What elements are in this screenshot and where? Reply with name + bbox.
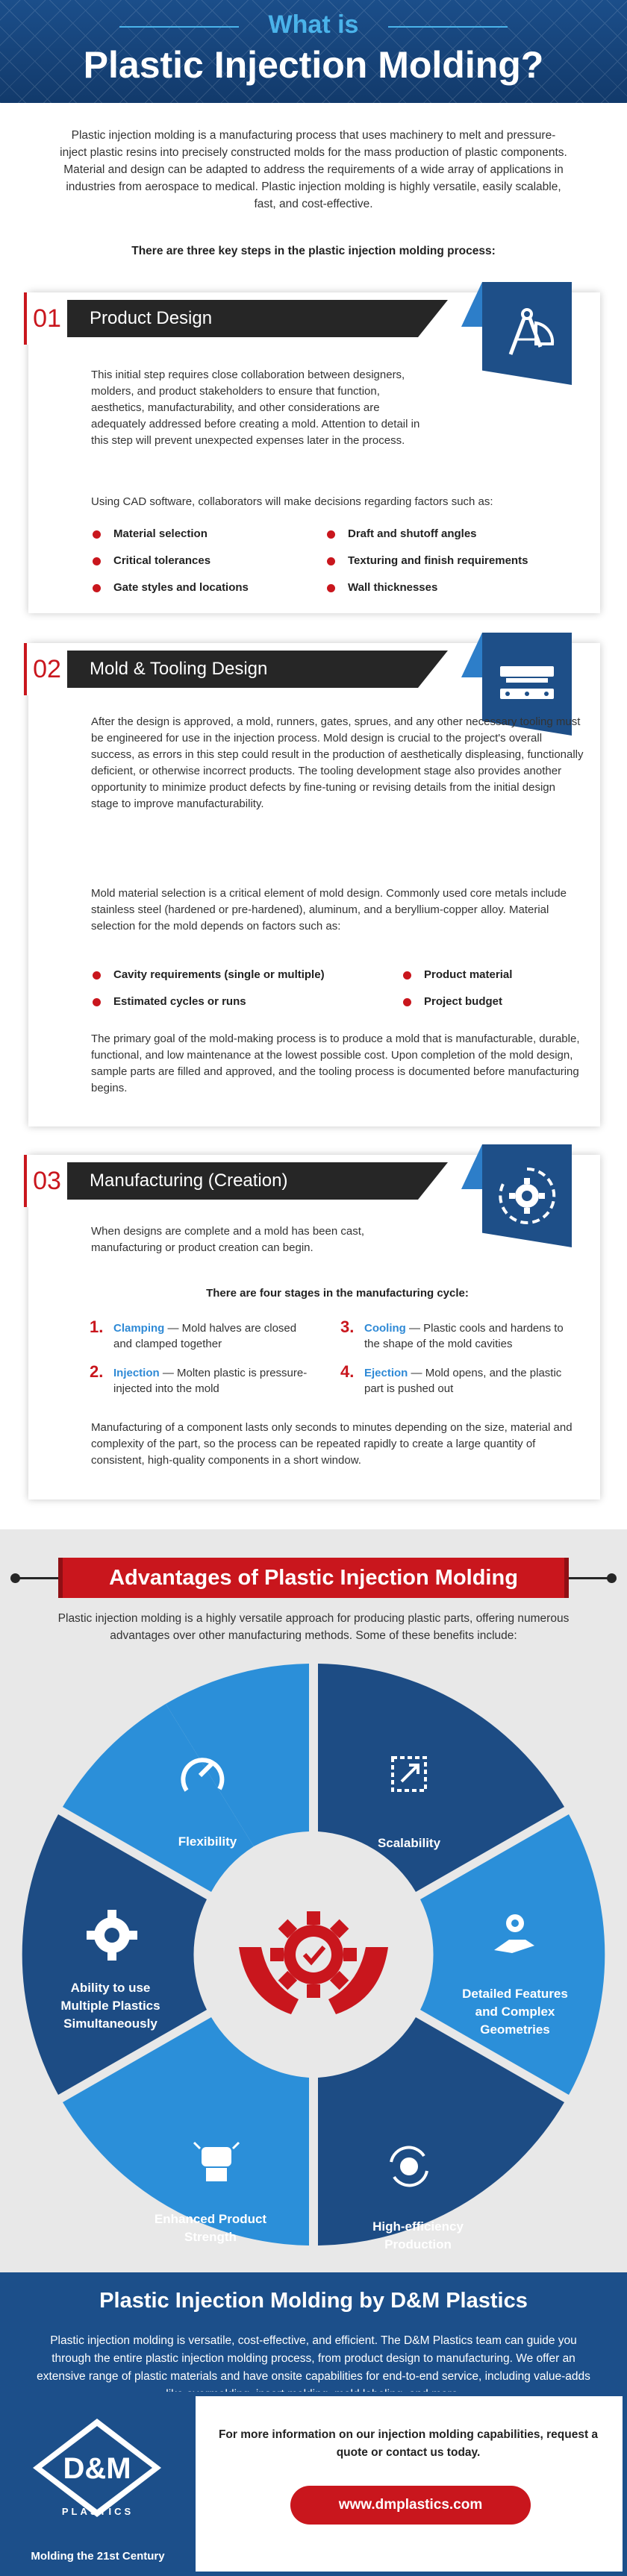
dm-title: Plastic Injection Molding by D&M Plastics — [99, 2289, 528, 2313]
advantages-intro: Plastic injection molding is a highly versatile approach for producing plastic parts, offering numerous advantages over other manufacturing methods. Some of these benefits include: — [57, 1612, 570, 1642]
step-paragraph: Using CAD software, collaborators will make decisions regarding factors such as: — [91, 495, 493, 508]
stage-number: 1. — [90, 1317, 104, 1336]
step-number: 01 — [24, 292, 67, 345]
list-item: Project budget — [402, 994, 581, 1021]
list-item: Draft and shutoff angles — [325, 527, 579, 554]
hands-gear-icon — [239, 1911, 388, 2014]
icon-accent — [461, 1144, 482, 1189]
stage-desc: — Plastic cools and hardens to the shape of the mold cavities — [364, 1322, 564, 1350]
stage-number: 4. — [340, 1362, 355, 1381]
step-paragraph: Mold material selection is a critical element of mold design. Commonly used core metals include stainless steel (hardened or pre-hardened), aluminum, and a beryllium-copper alloy. Material selection for the mold depends on factors such as: — [91, 887, 567, 933]
step-paragraph: The primary goal of the mold-making process is to produce a mold that is manufacturable, durable, functional, and low maintenance at the lowest possible cost. Upon completion of the mold design, sample parts are filled and approved, and the tooling process is documented before manufacturing begins. — [91, 1032, 580, 1094]
stage-keyword: Clamping — [113, 1322, 165, 1335]
stage-desc: — Mold opens, and the plastic part is pushed out — [364, 1367, 562, 1395]
list-item: Product material — [402, 968, 581, 994]
header-banner — [0, 0, 627, 103]
step-title: Product Design — [67, 300, 418, 337]
advantages-wheel — [0, 1641, 627, 2268]
step-card-mold-tooling — [28, 643, 600, 1126]
step-icon-tile — [482, 1144, 572, 1247]
title-rule-dot — [10, 1573, 20, 1583]
stage-desc: — Molten plastic is pressure-injected into the mold — [113, 1367, 308, 1395]
dm-tagline: Molding the 21st Century — [31, 2550, 165, 2563]
stage-keyword: Ejection — [364, 1367, 408, 1379]
step-icon-tile — [482, 282, 572, 385]
page-title: Plastic Injection Molding? — [83, 44, 544, 86]
list-item: Estimated cycles or runs — [91, 994, 390, 1021]
dm-plastics-section — [0, 2272, 627, 2576]
step-card-product-design — [28, 292, 600, 613]
gear-cycle-icon — [482, 1144, 572, 1247]
step-paragraph: Manufacturing of a component lasts only seconds to minutes depending on the size, material and complexity of the part, so the process can be repeated rapidly to create a large quantity of consistent, high-quality components in a short window. — [91, 1421, 573, 1467]
dm-description: Plastic injection molding is versatile, cost-effective, and efficient. The D&M Plastics team can guide you through the entire plastic injection molding process, from product design to manufacturing. We offer an extensive range of plastic materials and have onsite capabilities for end-to-end service, including value-adds — [37, 2334, 590, 2383]
step-title-tip — [418, 1162, 448, 1200]
advantages-section — [0, 1529, 627, 2272]
segment-label: Ability to use — [70, 1981, 151, 1995]
drafting-compass-icon — [482, 282, 572, 385]
title-rule-right — [567, 1577, 612, 1579]
step-paragraph: This initial step requires close collaboration between designers, molders, and product stakeholders to ensure that function, aesthetics, manufacturability, and other considerations are adequately addressed before creating a mold. Attention to detail in this step will prevent unexpected expenses later in the process. — [91, 369, 420, 447]
stage-text — [364, 1320, 566, 1352]
list-item: Gate styles and locations — [91, 580, 315, 607]
step-title: Mold & Tooling Design — [67, 651, 418, 688]
step-title-tip — [418, 300, 448, 337]
segment-label: and Complex — [475, 2005, 555, 2019]
icon-accent — [461, 633, 482, 677]
list-item: Texturing and finish requirements — [325, 554, 579, 580]
segment-label: Geometries — [480, 2022, 550, 2037]
segment-label: Flexibility — [178, 1834, 237, 1849]
dm-logo-text: D&M — [63, 2452, 131, 2485]
segment-label: Scalability — [377, 1836, 441, 1850]
list-item: Critical tolerances — [91, 554, 315, 580]
list-item: Cavity requirements (single or multiple) — [91, 968, 390, 994]
title-rule-dot — [607, 1573, 617, 1583]
website-link-button[interactable]: www.dmplastics.com — [290, 2486, 531, 2525]
stage-number: 3. — [340, 1317, 355, 1336]
step-number: 02 — [24, 643, 67, 695]
icon-accent — [461, 282, 482, 327]
stages-intro: There are four stages in the manufacturing cycle: — [206, 1287, 469, 1300]
segment-label: Production — [384, 2237, 452, 2251]
stage-text — [364, 1365, 566, 1397]
stage-desc: — Mold halves are closed and clamped together — [113, 1322, 297, 1350]
step-paragraph: After the design is approved, a mold, runners, gates, sprues, and any other necessary tooling must be engineered for use in the injection process. Mold design is crucial to the project's overall success, as errors in this step could result in the production of aesthetically displeasing, functionally deficient, or otherwise incorrect products. The tooling development stage also provides another opportunity to minimize product defects by fine-tuning or revising details from the initial design stage to improve manufacturability. — [91, 715, 584, 810]
segment-label: Enhanced Product — [154, 2212, 267, 2226]
segment-label: Simultaneously — [63, 2016, 157, 2031]
stage-text — [113, 1365, 315, 1397]
title-rule-left — [15, 1577, 60, 1579]
dm-cta-text: For more information on our injection molding capabilities, request a quote or contact us today. — [218, 2428, 599, 2459]
bullet-list-left — [91, 527, 315, 607]
segment-label: Detailed Features — [462, 1987, 568, 2001]
dm-logo — [30, 2416, 164, 2520]
stage-number: 2. — [90, 1362, 104, 1381]
step-card-manufacturing — [28, 1155, 600, 1499]
header-what-is: What is — [268, 10, 359, 39]
advantages-title: Advantages of Plastic Injection Molding — [58, 1558, 569, 1598]
list-item: Material selection — [91, 527, 315, 554]
segment-label: Strength — [184, 2230, 237, 2244]
bullet-list-left — [91, 968, 390, 1021]
segment-label: Multiple Plastics — [60, 1999, 160, 2013]
dm-cta-box — [196, 2392, 627, 2576]
stage-keyword: Cooling — [364, 1322, 406, 1335]
dm-logo-panel — [0, 2392, 196, 2576]
steps-intro: There are three key steps in the plastic injection molding process: — [131, 245, 496, 257]
step-title-tip — [418, 651, 448, 688]
list-item: Wall thicknesses — [325, 580, 579, 607]
bullet-list-right — [325, 527, 579, 607]
intro-text: Plastic injection molding is a manufacturing process that uses machinery to melt and pressure-inject plastic resins into precisely constructed molds for the mass production of plastic components. Material and design can be adapted to address the requirements of a wide array of applications in industries from aerospace to medical. Plastic injection molding is highly versatile, easily scalable, fast, and cost-effective. — [60, 129, 567, 210]
step-number: 03 — [24, 1155, 67, 1207]
stage-keyword: Injection — [113, 1367, 160, 1379]
stage-text — [113, 1320, 315, 1352]
step-paragraph: When designs are complete and a mold has been cast, manufacturing or product creation can begin. — [91, 1225, 365, 1254]
step-title: Manufacturing (Creation) — [67, 1162, 418, 1200]
segment-label: High-efficiency — [372, 2219, 464, 2234]
bullet-list-right — [402, 968, 581, 1021]
dm-logo-plastics: PLASTICS — [61, 2506, 134, 2517]
